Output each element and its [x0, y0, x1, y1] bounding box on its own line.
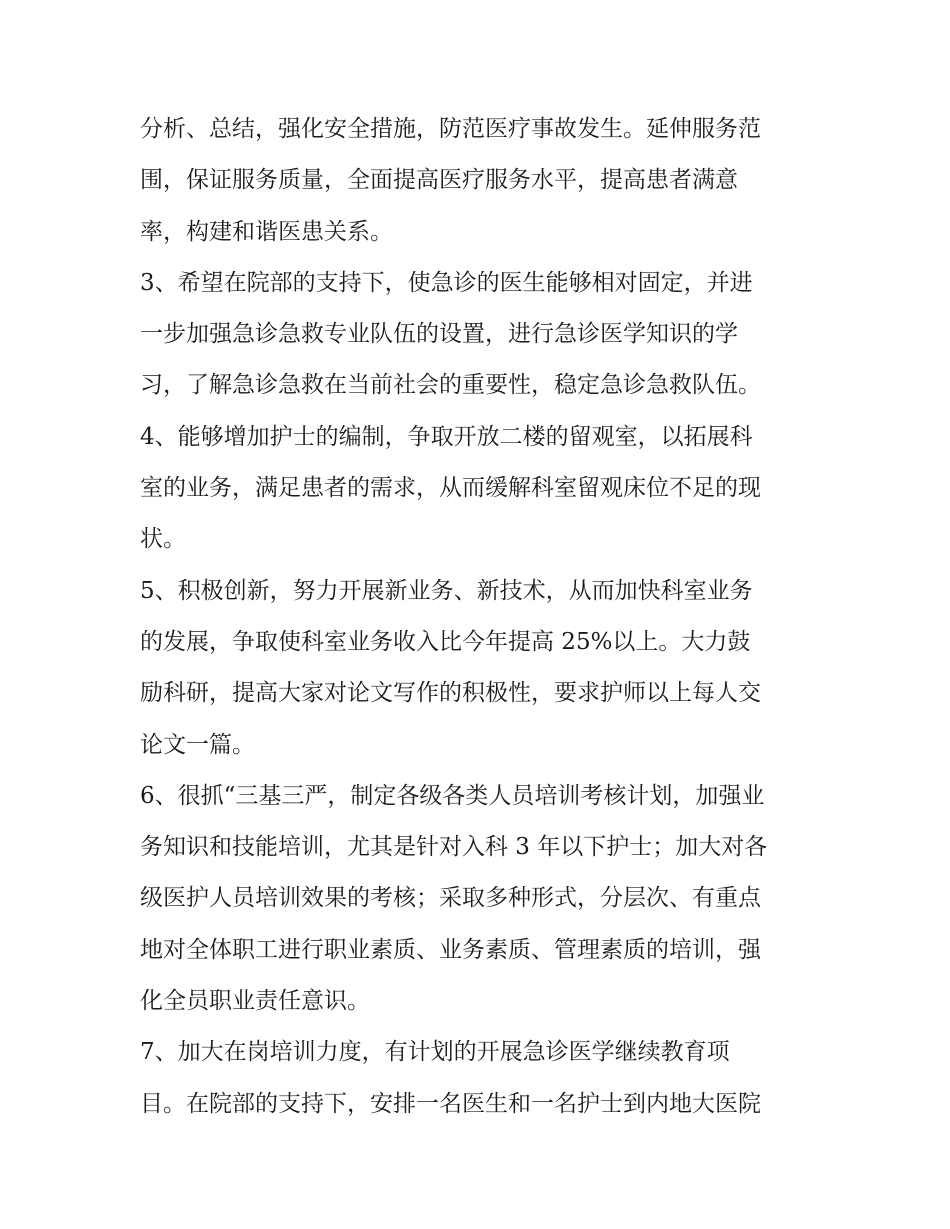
text-line: 分析、总结，强化安全措施，防范医疗事故发生。延伸服务范 [140, 116, 761, 142]
text-line: 5、积极创新，努力开展新业务、新技术，从而加快科室业务 [140, 577, 753, 604]
text-line: 的发展，争取使科室业务收入比今年提高 25%以上。大力鼓 [140, 628, 751, 655]
text-line: 习，了解急诊急救在当前社会的重要性，稳定急诊急救队伍。 [140, 372, 761, 399]
text-line: 论文一篇。 [140, 731, 255, 758]
text-line: 室的业务，满足患者的需求，从而缓解科室留观床位不足的现 [140, 475, 761, 502]
document-body [140, 104, 820, 1130]
text-line: 级医护人员培训效果的考核；采取多种形式，分层次、有重点 [140, 885, 761, 912]
text-line: 务知识和技能培训，尤其是针对入科 3 年以下护士；加大对各 [140, 834, 768, 861]
text-line: 目。在院部的支持下，安排一名医生和一名护士到内地大医院 [140, 1090, 761, 1117]
text-line: 4、能够增加护士的编制，争取开放二楼的留观室，以拓展科 [140, 423, 753, 450]
text-line: 地对全体职工进行职业素质、业务素质、管理素质的培训，强 [140, 936, 761, 963]
text-line: 7、加大在岗培训力度，有计划的开展急诊医学继续教育项 [140, 1039, 730, 1066]
text-line: 率，构建和谐医患关系。 [140, 218, 393, 245]
text-line: 围，保证服务质量，全面提高医疗服务水平，提高患者满意 [140, 167, 738, 194]
text-line: 一步加强急诊急救专业队伍的设置，进行急诊医学知识的学 [140, 321, 738, 348]
text-line: 3、希望在院部的支持下，使急诊的医生能够相对固定，并进 [140, 269, 753, 296]
text-line: 6、很抓“三基三严，制定各级各类人员培训考核计划，加强业 [140, 782, 765, 809]
text-line: 状。 [140, 526, 186, 553]
text-line: 励科研，提高大家对论文写作的积极性，要求护师以上每人交 [140, 680, 761, 707]
text-line: 化全员职业责任意识。 [140, 988, 370, 1015]
